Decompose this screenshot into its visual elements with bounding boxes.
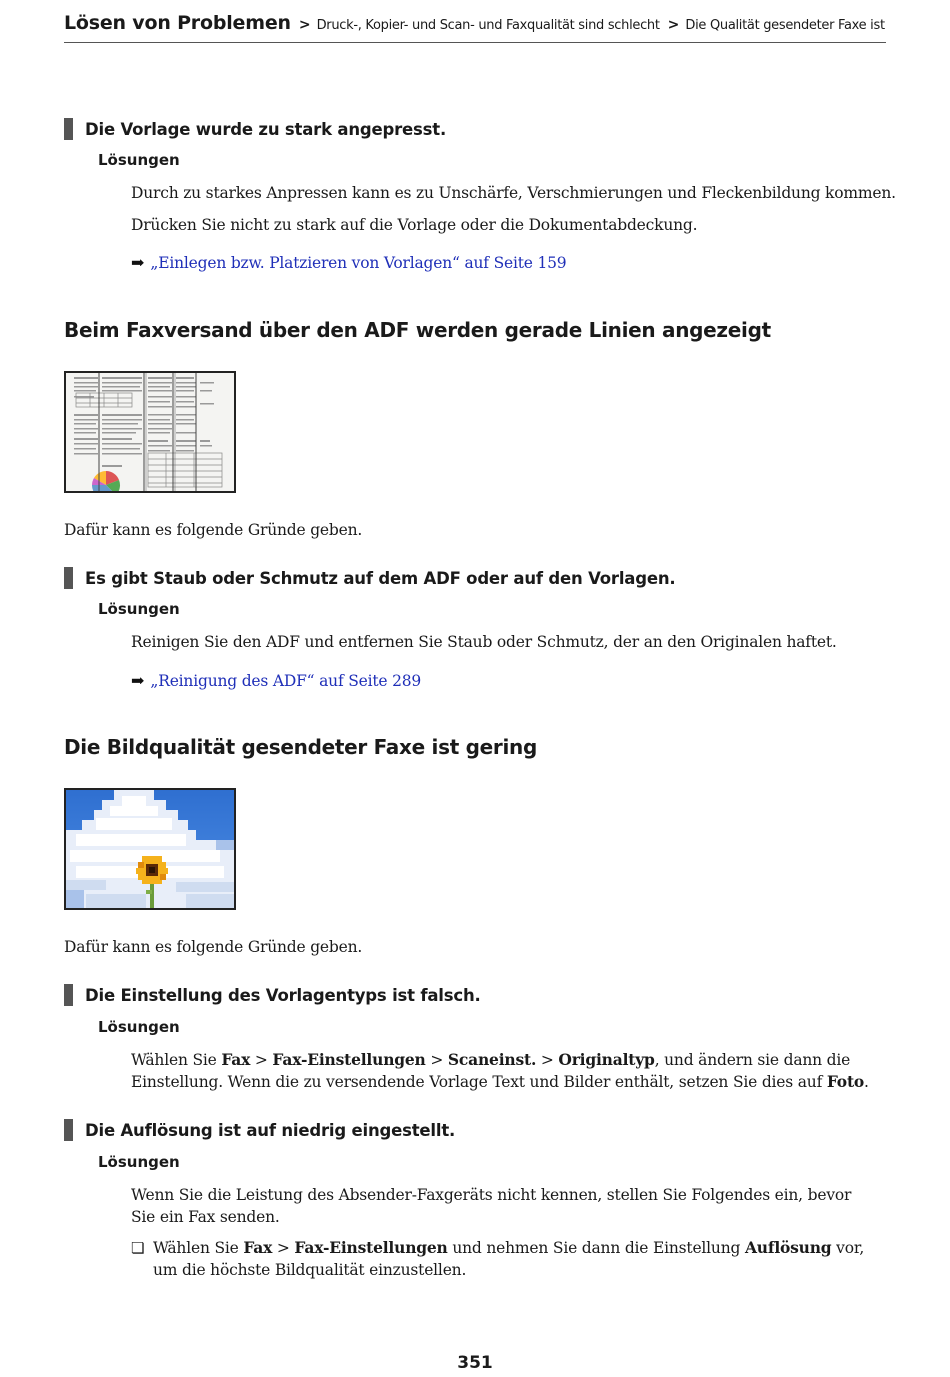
arrow-right-icon: ➡ <box>131 253 145 272</box>
ui-term: Fax-Einstellungen <box>294 1238 448 1257</box>
section-heading: Die Bildqualität gesendeter Faxe ist gering <box>64 735 537 759</box>
paragraph: Dafür kann es folgende Gründe geben. <box>64 938 363 956</box>
arrow-right-icon: ➡ <box>131 671 145 690</box>
paragraph: Dafür kann es folgende Gründe geben. <box>64 521 363 539</box>
subsection-heading <box>64 984 481 1006</box>
heading-bar-icon <box>64 984 73 1006</box>
ui-term: Scaneinst. <box>447 1050 537 1069</box>
section-heading: Beim Faxversand über den ADF werden gerade Linien angezeigt <box>64 318 771 342</box>
running-header <box>64 12 886 43</box>
header-title: Lösen von Problemen <box>64 12 291 34</box>
subsection-heading-text: Die Einstellung des Vorlagentyps ist falsch. <box>85 985 481 1005</box>
ui-term: Foto <box>826 1072 865 1091</box>
ui-term: Auflösung <box>744 1238 832 1257</box>
solutions-label: Lösungen <box>98 600 180 618</box>
subsection-heading-text: Es gibt Staub oder Schmutz auf dem ADF oder auf den Vorlagen. <box>85 568 676 588</box>
subsection-heading <box>64 567 675 589</box>
cross-reference[interactable] <box>131 671 421 690</box>
paragraph: Drücken Sie nicht zu stark auf die Vorlage oder die Dokumentabdeckung. <box>131 216 698 234</box>
pixelated-flower-illustration <box>66 790 234 908</box>
solutions-label: Lösungen <box>98 1153 180 1171</box>
subsection-heading-text: Die Auflösung ist auf niedrig eingestellt. <box>85 1120 456 1140</box>
heading-bar-icon <box>64 567 73 589</box>
low-quality-photo-image <box>64 788 236 910</box>
subsection-heading <box>64 1119 455 1141</box>
cross-reference-link[interactable]: „Reinigung des ADF“ auf Seite 289 <box>150 671 422 690</box>
heading-bar-icon <box>64 118 73 140</box>
ui-term: Originaltyp <box>558 1050 655 1069</box>
paragraph: Durch zu starkes Anpressen kann es zu Unschärfe, Verschmierungen und Fleckenbildung kommen. <box>131 184 896 202</box>
breadcrumb-separator: > <box>667 17 680 33</box>
subsection-heading-text: Die Vorlage wurde zu stark angepresst. <box>85 119 447 139</box>
paragraph: Wählen Sie Fax > Fax-Einstellungen > Scaneinst. > Originaltyp, und ändern sie dann die Einstellung. Wenn die zu versendende Vorlage Text und Bilder enthält, setzen Sie dies auf Foto. <box>131 1050 869 1091</box>
paragraph: Wenn Sie die Leistung des Absender-Faxgeräts nicht kennen, stellen Sie Folgendes ein, bevor Sie ein Fax senden. <box>131 1186 852 1226</box>
document-lines-illustration <box>66 373 234 491</box>
page-number: 351 <box>457 1353 493 1373</box>
checkbox-bullet-icon: ❏ <box>131 1239 145 1257</box>
breadcrumb-item: Die Qualität gesendeter Faxe ist <box>685 18 885 33</box>
breadcrumb-separator: > <box>298 17 311 33</box>
ui-term: Fax <box>221 1050 251 1069</box>
solutions-label: Lösungen <box>98 1018 180 1036</box>
breadcrumb-item: Druck-, Kopier- und Scan- und Faxqualität sind schlecht <box>316 18 660 33</box>
solutions-label: Lösungen <box>98 151 180 169</box>
cross-reference[interactable] <box>131 253 566 272</box>
list-item <box>131 1237 879 1281</box>
subsection-heading <box>64 118 446 140</box>
heading-bar-icon <box>64 1119 73 1141</box>
document-lines-image <box>64 371 236 493</box>
ui-term: Fax-Einstellungen <box>272 1050 426 1069</box>
ui-term: Fax <box>243 1238 273 1257</box>
cross-reference-link[interactable]: „Einlegen bzw. Platzieren von Vorlagen“ auf Seite 159 <box>150 253 567 272</box>
list-item-text: Wählen Sie Fax > Fax-Einstellungen und nehmen Sie dann die Einstellung Auflösung vor, um die höchste Bildqualität einzustellen. <box>153 1238 865 1279</box>
paragraph: Reinigen Sie den ADF und entfernen Sie Staub oder Schmutz, der an den Originalen haftet. <box>131 633 837 651</box>
